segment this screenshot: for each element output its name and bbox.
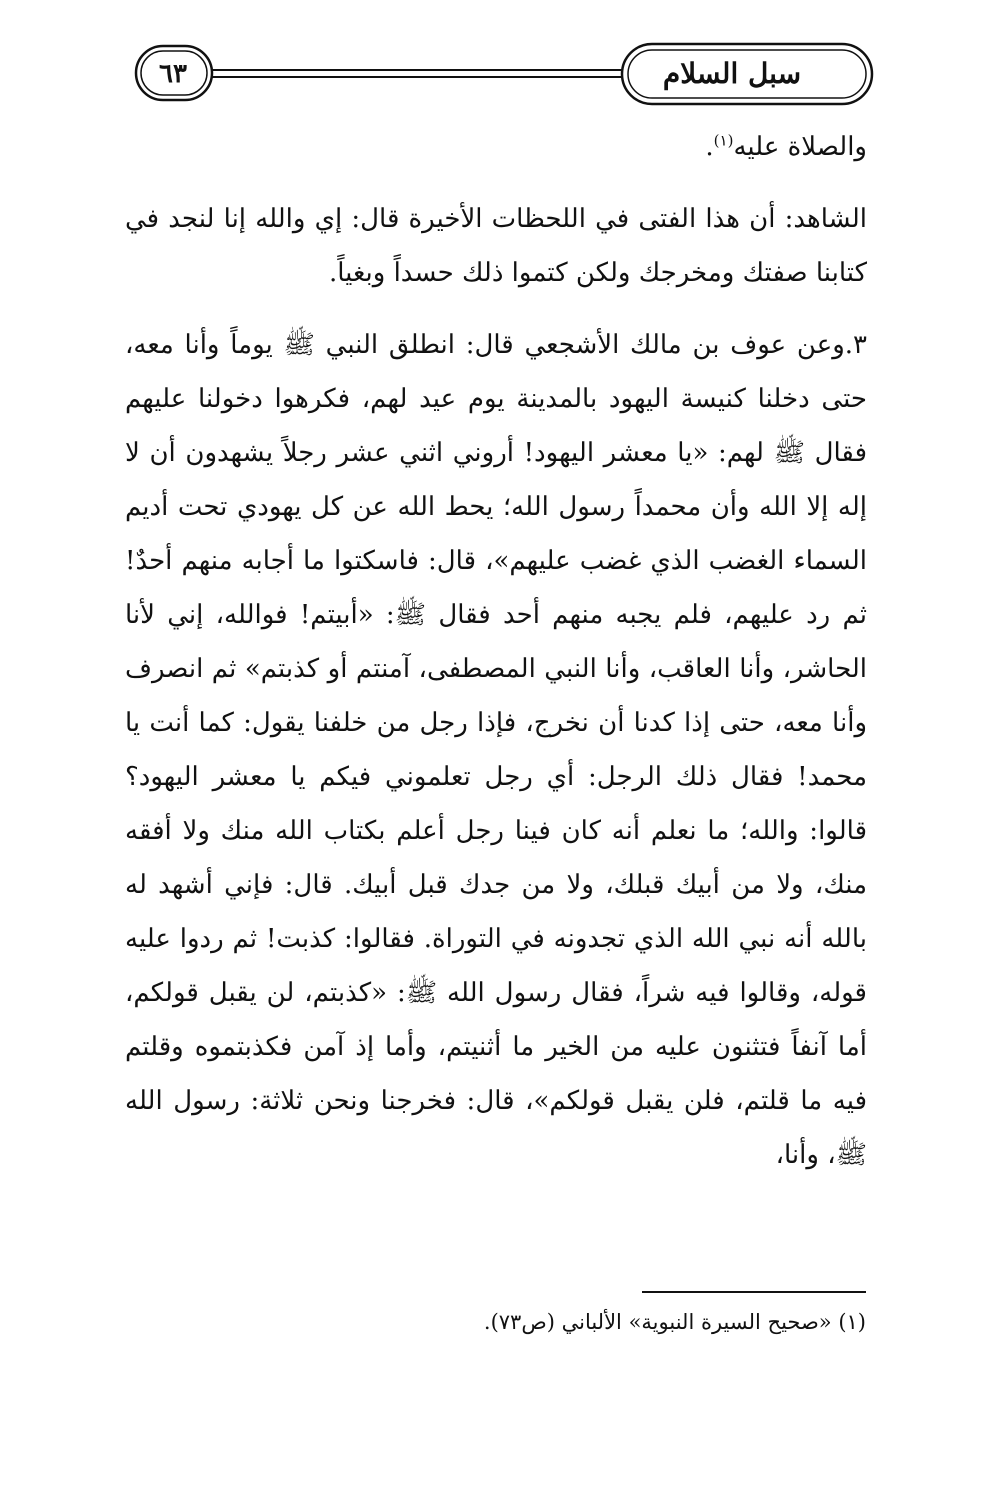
page-number: ٦٣ xyxy=(159,59,187,89)
paragraph-witness: الشاهد: أن هذا الفتى في اللحظات الأخيرة قال: إي والله إنا لنجد في كتابنا صفتك ومخرجك ولكن كتموا ذلك حسداً وبغياً. xyxy=(125,204,867,288)
running-title: سبل السلام xyxy=(662,57,802,90)
continuation-end: . xyxy=(705,132,714,162)
paragraph-hadith: ٣.وعن عوف بن مالك الأشجعي قال: انطلق النبي ﷺ يوماً وأنا معه، حتى دخلنا كنيسة اليهود بالمدينة يوم عيد لهم، فكرهوا دخولنا عليهم فقال ﷺ لهم: «يا معشر اليهود! أروني اثني عشر رجلاً يشهدون أن لا إله إلا الله وأن محمداً رسول الله؛ يحط الله عن كل يهودي تحت أديم السماء الغضب الذي غضب عليهم»، قال: فاسكتوا ما أجابه منهم أحدٌ! ثم رد عليهم، فلم يجبه منهم أحد فقال ﷺ: «أبيتم! فوالله، إني لأنا الحاشر، وأنا العاقب، وأنا النبي المصطفى، آمنتم أو كذبتم» ثم انصرف وأنا معه، حتى إذا كدنا أن نخرج، فإذا رجل من خلفنا يقول: كما أنت يا محمد! فقال ذلك الرجل: أي رجل تعلموني فيكم يا معشر اليهود؟ قالوا: والله؛ ما نعلم أنه كان فينا رجل أعلم بكتاب الله منك ولا أفقه منك، ولا من أبيك قبلك، ولا من جدك قبل أبيك. قال: فإني أشهد له بالله أنه نبي الله الذي تجدونه في التوراة. فقالوا: كذبت! ثم ردوا عليه قوله، وقالوا فيه شراً، فقال رسول الله ﷺ: «كذبتم، لن يقبل قولكم، أما آنفاً فتثنون عليه من الخير ما أثنيتم، وأما إذ آمن فكذبتموه وقلتم فيه ما قلتم، فلن يقبل قولكم»، قال: فخرجنا ونحن ثلاثة: رسول الله ﷺ، وأنا، xyxy=(125,330,867,1170)
body-text xyxy=(125,120,867,1182)
page-header xyxy=(130,40,878,108)
footnote-divider xyxy=(642,1291,866,1293)
continuation-line xyxy=(125,120,867,174)
continuation-text: والصلاة عليه xyxy=(733,132,867,162)
footnote-1: (١) «صحيح السيرة النبوية» الألباني (ص٧٣). xyxy=(483,1310,866,1334)
footnote-marker: (١) xyxy=(713,131,734,150)
